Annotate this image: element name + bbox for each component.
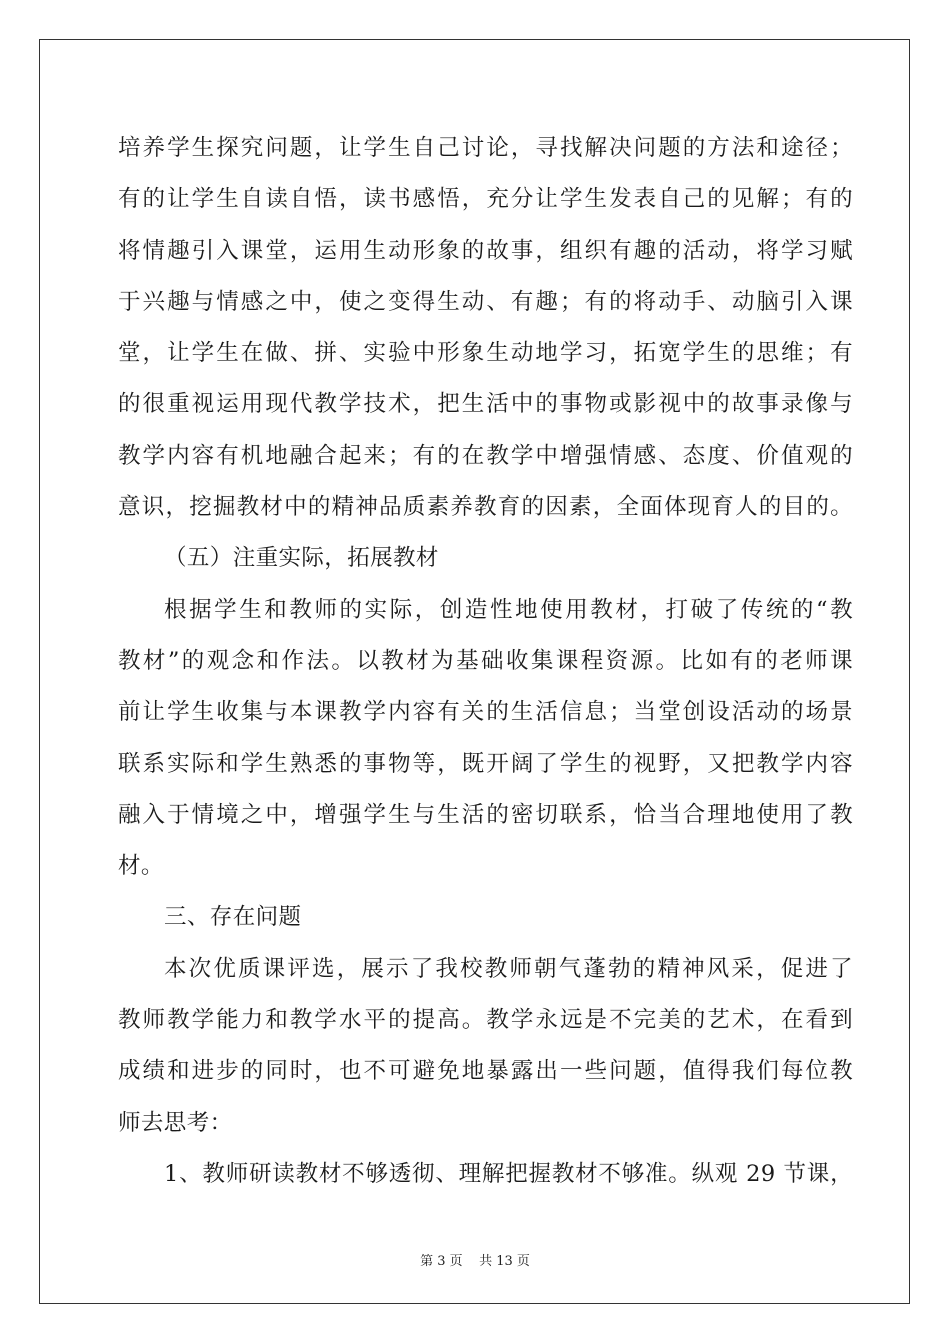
text-line: 教学内容有机地融合起来；有的在教学中增强情感、态度、价值观的 [118, 442, 853, 469]
text-line: 培养学生探究问题，让学生自己讨论，寻找解决问题的方法和途径； [118, 135, 853, 161]
text-line: 融入于情境之中，增强学生与生活的密切联系，恰当合理地使用了教 [118, 801, 853, 828]
text-line: 成绩和进步的同时，也不可避免地暴露出一些问题，值得我们每位教 [118, 1058, 853, 1085]
text-line: 教师教学能力和教学水平的提高。教学永远是不完美的艺术，在看到 [118, 1007, 853, 1034]
text-line: 有的让学生自读自悟，读书感悟，充分让学生发表自己的见解；有的 [118, 186, 853, 213]
page-number-footer: 第 3 页 共 13 页 [420, 1254, 530, 1269]
section-heading: （五）注重实际，拓展教材 [164, 545, 439, 572]
text-line: 师去思考： [118, 1109, 233, 1136]
text-line: 的很重视运用现代教学技术，把生活中的事物或影视中的故事录像与 [118, 391, 853, 418]
text-line: 于兴趣与情感之中，使之变得生动、有趣；有的将动手、动脑引入课 [118, 288, 853, 315]
document-body [118, 123, 853, 1200]
text-line: 根据学生和教师的实际，创造性地使用教材，打破了传统的“教 [164, 596, 853, 623]
text-line: 材。 [118, 853, 164, 880]
section-heading: 三、存在问题 [164, 904, 302, 931]
text-line: 1、教师研读教材不够透彻、理解把握教材不够准。纵观 29 节课， [164, 1160, 853, 1187]
text-line: 前让学生收集与本课教学内容有关的生活信息；当堂创设活动的场景 [118, 699, 853, 726]
text-line: 堂，让学生在做、拼、实验中形象生动地学习，拓宽学生的思维；有 [118, 340, 853, 367]
text-line: 将情趣引入课堂，运用生动形象的故事，组织有趣的活动，将学习赋 [118, 237, 853, 264]
text-line: 本次优质课评选，展示了我校教师朝气蓬勃的精神风采，促进了 [164, 955, 853, 982]
text-line: 意识，挖掘教材中的精神品质素养教育的因素，全面体现育人的目的。 [118, 494, 853, 521]
text-line: 教材”的观念和作法。以教材为基础收集课程资源。比如有的老师课 [118, 647, 853, 674]
text-line: 联系实际和学生熟悉的事物等，既开阔了学生的视野，又把教学内容 [118, 750, 853, 777]
